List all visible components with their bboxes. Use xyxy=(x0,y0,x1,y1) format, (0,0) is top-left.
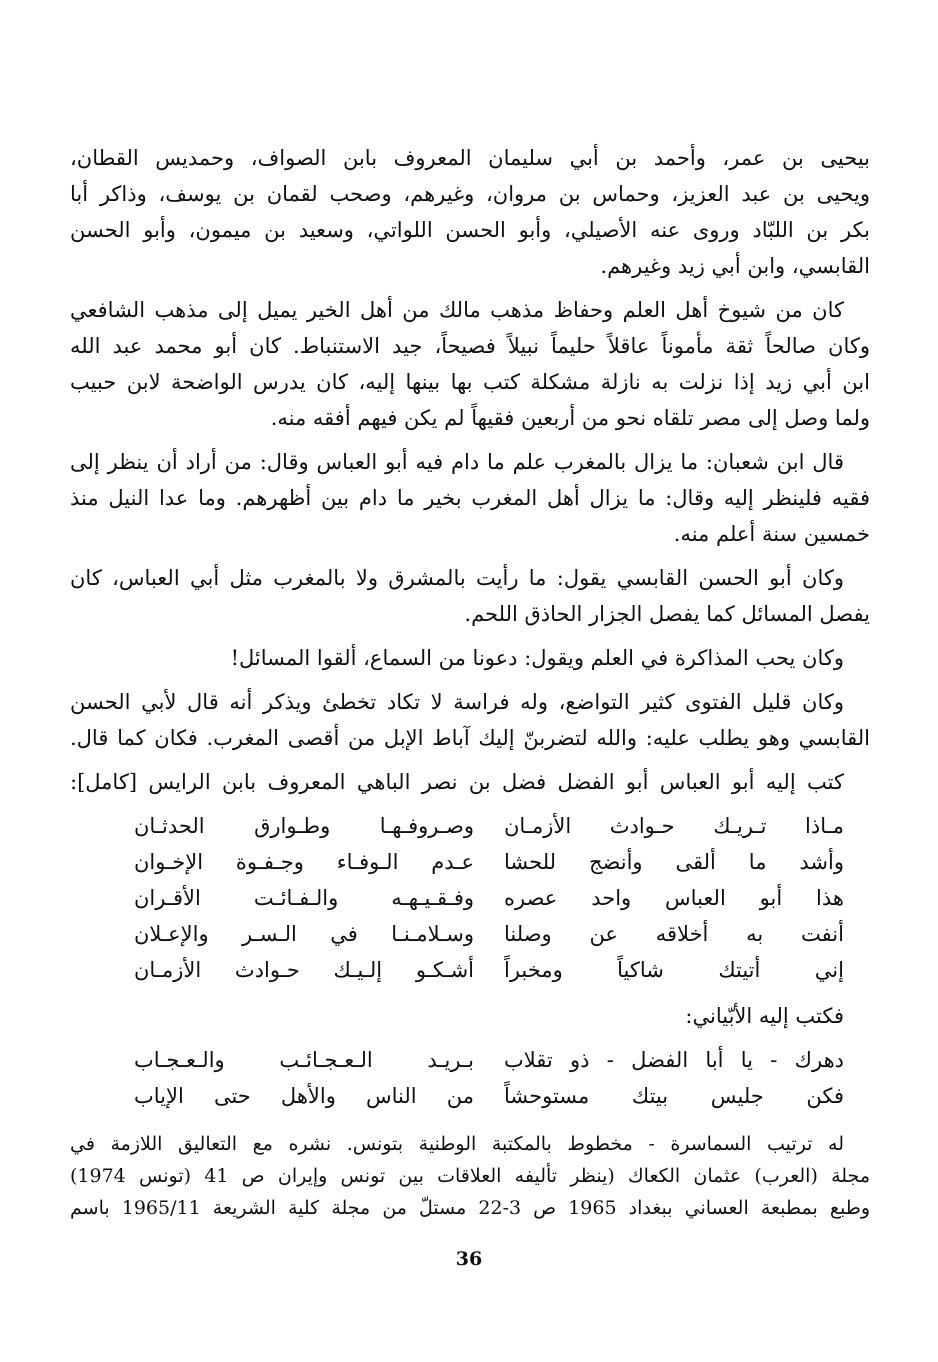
text-line: كان من شيوخ أهل العلم وحفاظ مذهب مالك من أهل الخير يميل إلى مذهب الشافعي xyxy=(70,298,844,322)
paragraph-1 xyxy=(70,140,870,284)
text-line: بيحيى بن عمر، وأحمد بن أبي سليمان المعروف بابن الصواف، وحمديس القطان، xyxy=(70,146,870,170)
poem-kamil xyxy=(70,808,870,988)
reply-intro xyxy=(70,998,870,1034)
text-line: ابن أبي زيد إذا نزلت به نازلة مشكلة كتب بها بينها إليه، كان يدرس الواضحة لابن حبيب xyxy=(70,370,870,394)
poem-verse xyxy=(70,844,870,880)
text-line: فكتب إليه الأبّياني: xyxy=(685,1004,844,1028)
verse-second-hemistich: عـدم الـوفـاء وجـفـوة الإخـوان xyxy=(134,850,474,874)
paragraph-4 xyxy=(70,560,870,632)
text-line: قال ابن شعبان: ما يزال بالمغرب علم ما دام فيه أبو العباس وقال: من أراد أن ينظر إلى xyxy=(70,450,844,474)
footnote xyxy=(70,1128,870,1224)
text-line: وكان صالحاً ثقة مأموناً عاقلاً حليماً نبيلاً فصيحاً، جيد الاستنباط. كان أبو محمد عبد الله xyxy=(70,334,870,358)
footnote-line: وطبع بمطبعة العساني ببغداد 1965 ص 3-22 مستلّ من مجلة كلية الشريعة 1965/11 باسم xyxy=(70,1197,870,1219)
text-line: فقيه فلينظر إليه وقال: ما يزال أهل المغرب بخير ما دام بين أظهرهم. وما عدا النيل منذ xyxy=(70,486,870,510)
text-line: القابسي، وابن أبي زيد وغيرهم. xyxy=(600,254,870,278)
verse-second-hemistich: بـريـد الـعـجـائـب والـعـجـاب xyxy=(134,1048,474,1072)
paragraph-5 xyxy=(70,640,870,676)
verse-first-hemistich: إني أتيتك شاكياً ومخبراً xyxy=(504,958,844,982)
verse-first-hemistich: دهرك - يا أبا الفضل - ذو تقلاب xyxy=(504,1048,844,1072)
verse-second-hemistich: من الناس والأهل حتى الإياب xyxy=(134,1084,474,1108)
poem-verse xyxy=(70,880,870,916)
verse-second-hemistich: وصـروفـهـا وطـوارق الحدثـان xyxy=(134,814,474,838)
paragraph-6 xyxy=(70,684,870,756)
text-line: القابسي وهو يطلب عليه: والله لتضربنّ إليك آباط الإبل من أقصى المغرب. فكان كما قال. xyxy=(70,726,870,750)
poem-verse xyxy=(70,952,870,988)
text-line: كتب إليه أبو العباس أبو الفضل فضل بن نصر الباهي المعروف بابن الرايس [كامل]: xyxy=(70,770,844,794)
text-line: وكان قليل الفتوى كثير التواضع، وله فراسة لا تكاد تخطئ ويذكر أنه قال لأبي الحسن xyxy=(70,690,844,714)
page-body xyxy=(70,140,870,1232)
paragraph-2 xyxy=(70,292,870,436)
text-line: ويحيى بن عبد العزيز، وحماس بن مروان، وغيرهم، وصحب لقمان بن يوسف، وذاكر أبا xyxy=(70,182,870,206)
text-line: بكر بن اللبّاد وروى عنه الأصيلي، وأبو الحسن اللواتي، وسعيد بن ميمون، وأبو الحسن xyxy=(70,218,870,242)
paragraph-3 xyxy=(70,444,870,552)
text-line: وكان أبو الحسن القابسي يقول: ما رأيت بالمشرق ولا بالمغرب مثل أبي العباس، كان xyxy=(70,566,844,590)
page-number: 36 xyxy=(455,1248,483,1270)
verse-first-hemistich: وأشد ما ألقى وأنضج للحشا xyxy=(504,850,844,874)
verse-second-hemistich: وفـقـيـهـه والـفـائـت الأقـران xyxy=(134,886,474,910)
poem-verse xyxy=(70,1042,870,1078)
text-line: ولما وصل إلى مصر تلقاه نحو من أربعين فقيهاً لم يكن فيهم أفقه منه. xyxy=(270,406,870,430)
poem-reply xyxy=(70,1042,870,1114)
text-line: خمسين سنة أعلم منه. xyxy=(673,522,870,546)
paragraph-7 xyxy=(70,764,870,800)
poem-verse xyxy=(70,1078,870,1114)
verse-first-hemistich: أنفت به أخلاقه عن وصلنا xyxy=(504,922,844,946)
poem-verse xyxy=(70,916,870,952)
verse-first-hemistich: فكن جليس بيتك مستوحشاً xyxy=(504,1084,844,1108)
verse-second-hemistich: أشـكـو إلـيـك حـوادث الأزمـان xyxy=(134,958,474,982)
poem-verse xyxy=(70,808,870,844)
verse-second-hemistich: وسـلامـنـا في الـسـر والإعـلان xyxy=(134,922,474,946)
footnote-line: له ترتيب السماسرة - مخطوط بالمكتبة الوطنية بتونس. نشره مع التعاليق اللازمة في xyxy=(70,1133,844,1155)
text-line: يفصل المسائل كما يفصل الجزار الحاذق اللحم. xyxy=(464,602,870,626)
footnote-line: مجلة (العرب) عثمان الكعاك (ينظر تأليفه العلاقات بين تونس وإيران ص 41 (تونس 1974) xyxy=(70,1165,870,1187)
verse-first-hemistich: مـاذا تـريـك حـوادث الأزمـان xyxy=(504,814,844,838)
verse-first-hemistich: هذا أبو العباس واحد عصره xyxy=(504,886,844,910)
text-line: وكان يحب المذاكرة في العلم ويقول: دعونا من السماع، ألقوا المسائل! xyxy=(230,646,844,670)
